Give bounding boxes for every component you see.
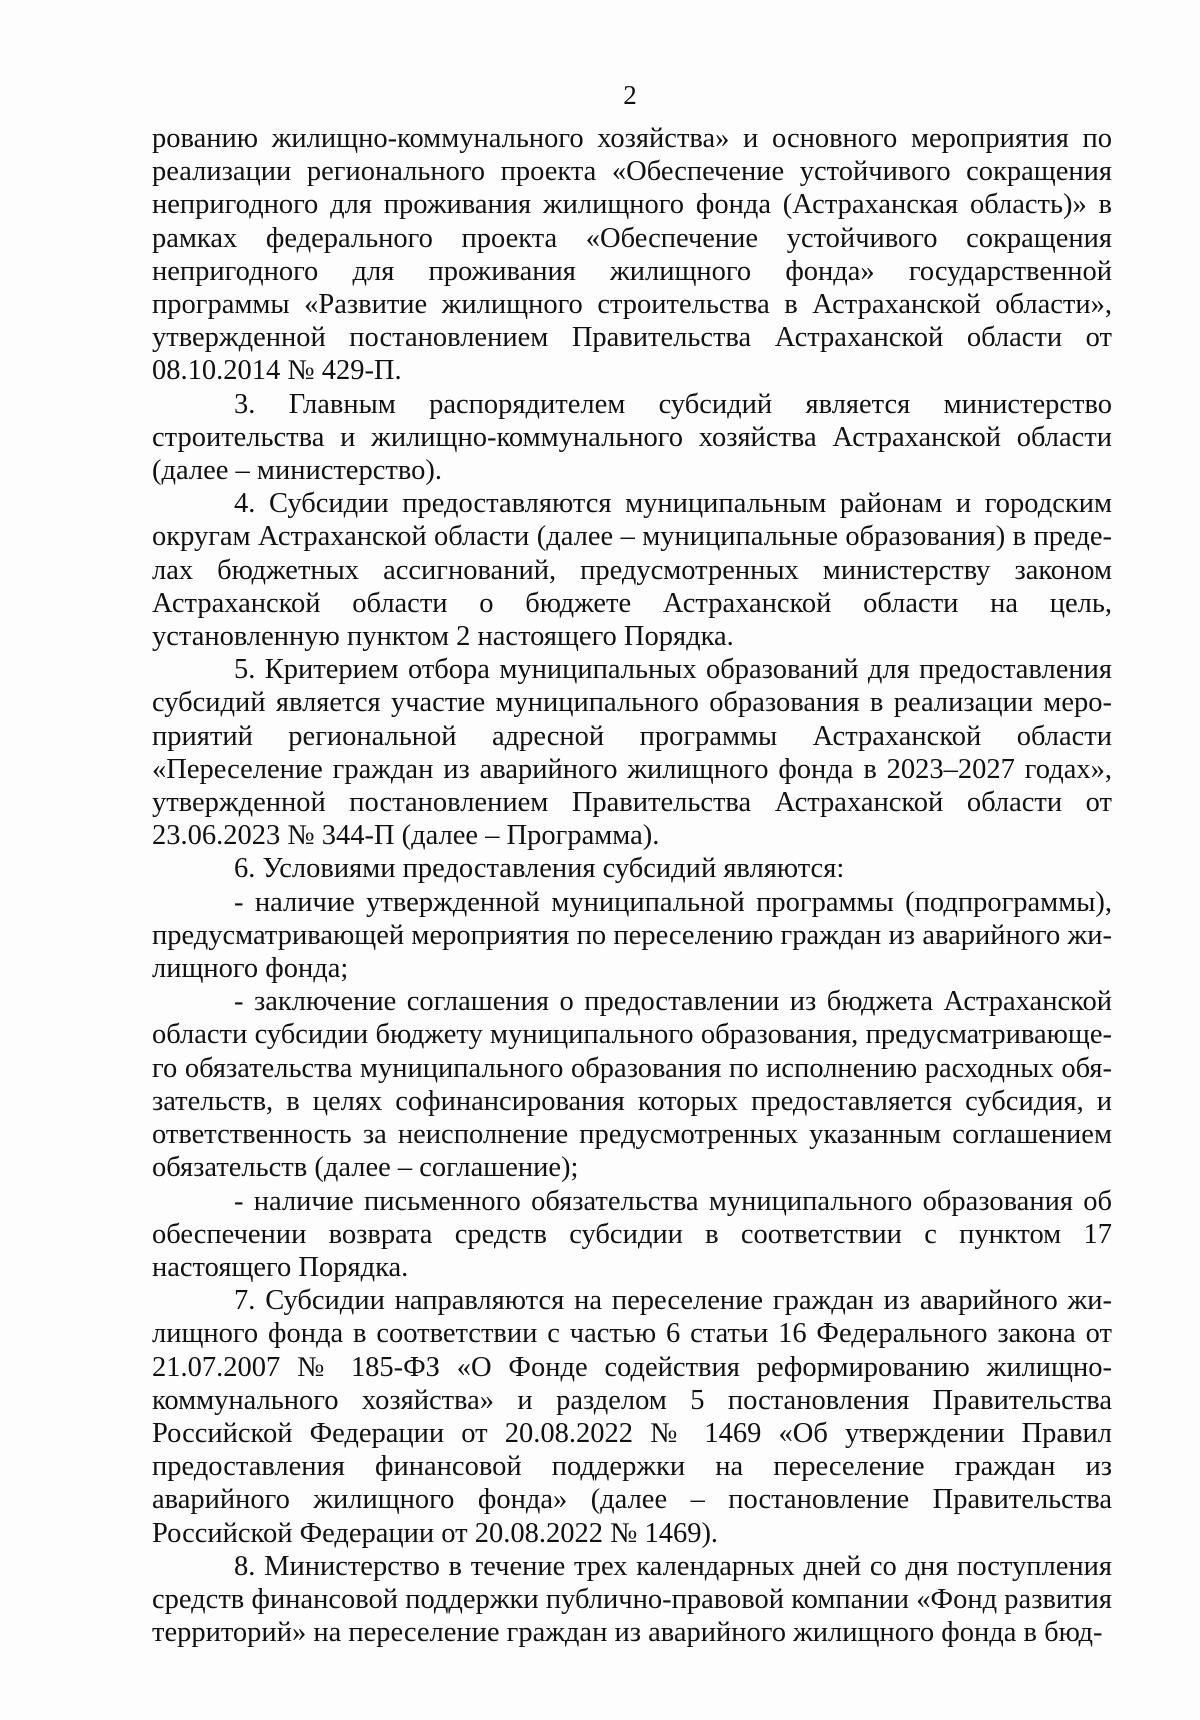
paragraph-5: 5. Критерием отбора муниципальных образований для предоставления субсидий является участие муниципального образования в реализации мероприятий региональной адресной программы Астраханской области «Переселение граждан из аварийного жилищного фонда в 2023–2027 годах», утвержденной постановлением Правительства Астраханской области от 23.06.2023 № 344-П (далее – Программа). bbox=[152, 654, 1112, 852]
paragraph-8: 8. Министерство в течение трех календарных дней со дня поступления средств финансовой поддержки публично-правовой компании «Фонд развития территорий» на переселение граждан из аварийного жилищного фонда в бюд- bbox=[152, 1550, 1112, 1649]
paragraph-3: 3. Главным распорядителем субсидий является министерство строительства и жилищно-коммунального хозяйства Астраханской области (далее – министерство). bbox=[152, 388, 1112, 487]
paragraph-continuation: рованию жилищно-коммунального хозяйства» и основного мероприятия по реализации регионального проекта «Обеспечение устойчивого сокращения непригодного для проживания жилищного фонда (Астраханская область)» в рамках федерального проекта «Обеспечение устойчивого сокращения непригодного для проживания жилищного фонда» государственной программы «Развитие жилищного строительства в Астраханской области», утвержденной постановлением Правительства Астраханской области от 08.10.2014 № 429-П. bbox=[152, 123, 1112, 387]
list-item-written-obligation: - наличие письменного обязательства муниципального образования об обеспечении возврата средств субсидии в соответствии с пунктом 17 настоящего Порядка. bbox=[152, 1185, 1112, 1283]
document-body bbox=[152, 122, 1112, 1649]
paragraph-6: 6. Условиями предоставления субсидий являются: bbox=[234, 853, 845, 885]
paragraph-7: 7. Субсидии направляются на переселение граждан из аварийного жилищного фонда в соответствии с частью 6 статьи 16 Федерального закона от 21.07.2007 № 185-ФЗ «О Фонде содействия реформированию жилищно-коммунального хозяйства» и разделом 5 постановления Правительства Российской Федерации от 20.08.2022 № 1469 «Об утверждении Правил предоставления финансовой поддержки на переселение граждан из аварийного жилищного фонда» (далее – постановление Правительства Российской Федерации от 20.08.2022 № 1469). bbox=[152, 1285, 1112, 1549]
list-item-municipal-program: - наличие утвержденной муниципальной программы (подпрограммы), предусматривающей мероприятия по переселению граждан из аварийного жилищного фонда; bbox=[152, 886, 1112, 985]
list-item-agreement: - заключение соглашения о предоставлении из бюджета Астраханской области субсидии бюджету муниципального образования, предусматривающего обязательства муниципального образования по исполнению расходных обязательств, в целях софинансирования которых предоставляется субсидия, и ответственность за неисполнение предусмотренных указанным соглашением обязательств (далее – соглашение); bbox=[152, 986, 1112, 1184]
paragraph-4: 4. Субсидии предоставляются муниципальным районам и городским округам Астраханской области (далее – муниципальные образования) в пределах бюджетных ассигнований, предусмотренных министерству законом Астраханской области о бюджете Астраханской области на цель, установленную пунктом 2 настоящего Порядка. bbox=[152, 488, 1112, 653]
page-number: 2 bbox=[623, 80, 637, 110]
